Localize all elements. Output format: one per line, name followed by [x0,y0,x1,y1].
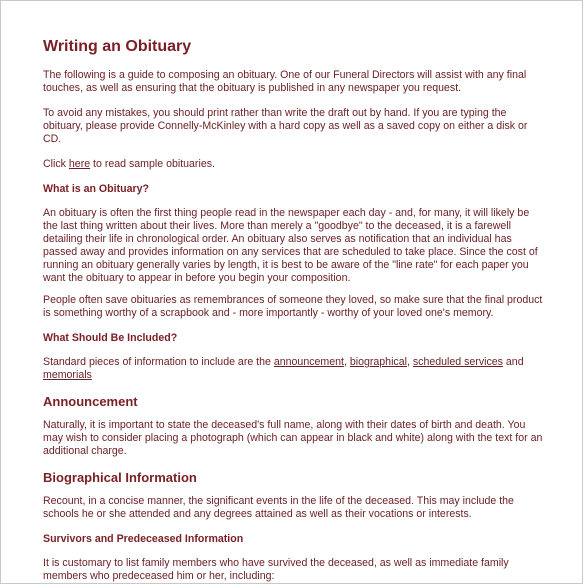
announcement-paragraph: Naturally, it is important to state the deceased's full name, along with their dates of birth and death. You may wish to consider placing a photograph (which can appear in black and white) along with the text for an additional charge. [43,419,543,457]
included-separator: , [406,356,413,368]
click-prefix: Click [43,158,69,170]
memorials-link[interactable]: memorials [43,369,92,381]
intro-paragraph-1: The following is a guide to composing an obituary. One of our Funeral Directors will assist with any final touches, as well as ensuring that the obituary is published in any newspaper you request. [43,69,527,94]
announcement-link[interactable]: announcement [273,356,344,368]
scheduled-services-link[interactable]: scheduled services [412,356,503,368]
included-prefix: Standard pieces of information to include are the [43,356,274,368]
survivors-heading: Survivors and Predeceased Information [43,533,244,545]
what-is-paragraph-2: People often save obituaries as remembrances of someone they loved, so make sure that the final product is something worthy of a scrapbook and - more importantly - worthy of your loved one's memory. [43,294,543,319]
biographical-heading: Biographical Information [43,470,197,485]
page-title: Writing an Obituary [43,38,192,55]
article-content [43,37,543,584]
included-heading: What Should Be Included? [43,332,178,344]
what-is-heading: What is an Obituary? [43,183,149,195]
survivors-paragraph: It is customary to list family members who have survived the deceased, as well as immediate family members who predeceased him or her, including: [43,557,509,582]
here-link[interactable]: here [68,158,91,170]
sample-obituaries-line [43,158,543,171]
included-separator: , [343,356,350,368]
announcement-heading: Announcement [43,394,138,409]
biographical-paragraph: Recount, in a concise manner, the significant events in the life of the deceased. This may include the schools he or she attended and any degrees attained as well as their vocations or interests. [43,495,514,520]
intro-paragraph-2: To avoid any mistakes, you should print rather than write the draft out by hand. If you are typing the obituary, please provide Connelly-McKinley with a hard copy as well as a saved copy on either a disk or CD. [43,107,528,145]
included-separator: and [502,356,524,368]
included-paragraph [43,356,543,382]
what-is-paragraph-1: An obituary is often the first thing people read in the newspaper each day - and, for many, it will likely be the last thing written about their lives. More than merely a "goodbye" to the deceased, it is a farewell detailing their life in chronological order. An obituary also serves as notification that an individual has passed away and provides information on any services that are scheduled to take place. Since the cost of running an obituary generally varies by length, it is best to be aware of the "line rate" for each paper you want the obituary to appear in before you begin your composition. [43,207,538,284]
click-suffix: to read sample obituaries. [90,158,215,170]
biographical-link[interactable]: biographical [349,356,407,368]
